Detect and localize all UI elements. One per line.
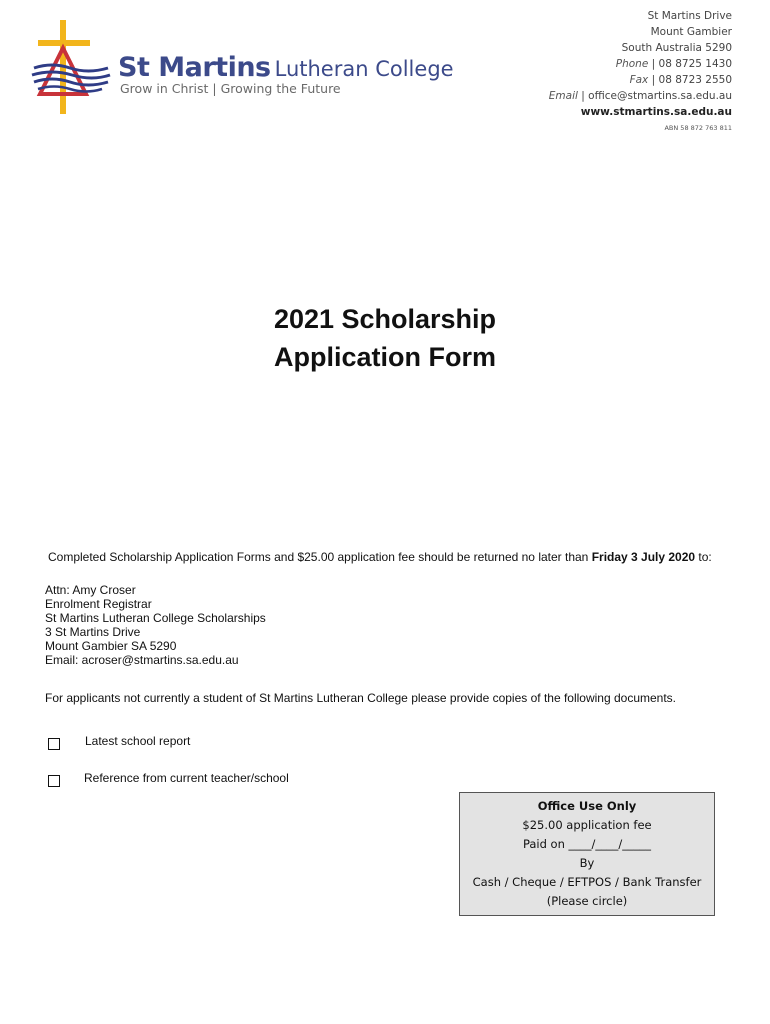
checkbox[interactable] [48,775,60,787]
attention-address [45,583,266,667]
office-use-heading: Office Use Only [537,799,637,813]
office-use-by: By [579,856,595,870]
address-line: Mount Gambier [650,26,732,38]
office-use-instruction: (Please circle) [546,894,628,908]
separator: | [651,58,656,70]
address-line: Attn: Amy Croser [45,583,136,597]
college-tagline: Grow in Christ | Growing the Future [120,81,341,96]
address-line: 3 St Martins Drive [45,625,141,639]
fax-line [549,72,732,88]
college-logo [30,18,454,118]
address-line: Email: acroser@stmartins.sa.edu.au [45,653,239,667]
contact-block [549,8,732,134]
college-name-rest: Lutheran College [274,57,454,81]
email-address: office@stmartins.sa.edu.au [588,90,732,102]
office-use-paid-on: Paid on ____/____/_____ [522,837,652,851]
email-label: Email [548,90,578,102]
phone-label: Phone [615,58,649,70]
title-line-1: 2021 Scholarship [273,304,497,334]
address-line: Mount Gambier SA 5290 [45,639,177,653]
intro-text: Completed Scholarship Application Forms and $25.00 application fee should be returned no later than [48,550,592,564]
fax-label: Fax [629,74,649,86]
college-name-bold: St Martins [118,52,271,83]
email-line [549,88,732,104]
checkbox[interactable] [48,738,60,750]
office-use-methods: Cash / Cheque / EFTPOS / Bank Transfer [472,875,702,889]
cross-triangle-emblem-icon [30,18,120,118]
title-line-2: Application Form [274,342,496,372]
intro-paragraph [48,551,728,564]
address-line: St Martins Drive [647,10,732,22]
phone-number: 08 8725 1430 [658,58,732,70]
page-title [0,300,770,376]
deadline: Friday 3 July 2020 [591,550,696,564]
abn: ABN 58 872 763 811 [664,124,732,132]
address-line: Enrolment Registrar [45,597,152,611]
phone-line [549,56,732,72]
office-use-fee: $25.00 application fee [522,818,652,832]
checklist-label: Reference from current teacher/school [84,771,289,785]
separator: | [581,90,585,102]
intro-suffix: to: [695,550,712,564]
checklist-label: Latest school report [85,734,191,748]
fax-number: 08 8723 2550 [658,74,732,86]
address-line: St Martins Lutheran College Scholarships [45,611,266,625]
website: www.stmartins.sa.edu.au [580,106,732,118]
address-line: South Australia 5290 [621,42,732,54]
separator: | [651,74,656,86]
documents-note: For applicants not currently a student of St Martins Lutheran College please provide copies of the following documents. [45,691,677,705]
college-name [118,52,454,83]
office-use-box [459,792,715,916]
